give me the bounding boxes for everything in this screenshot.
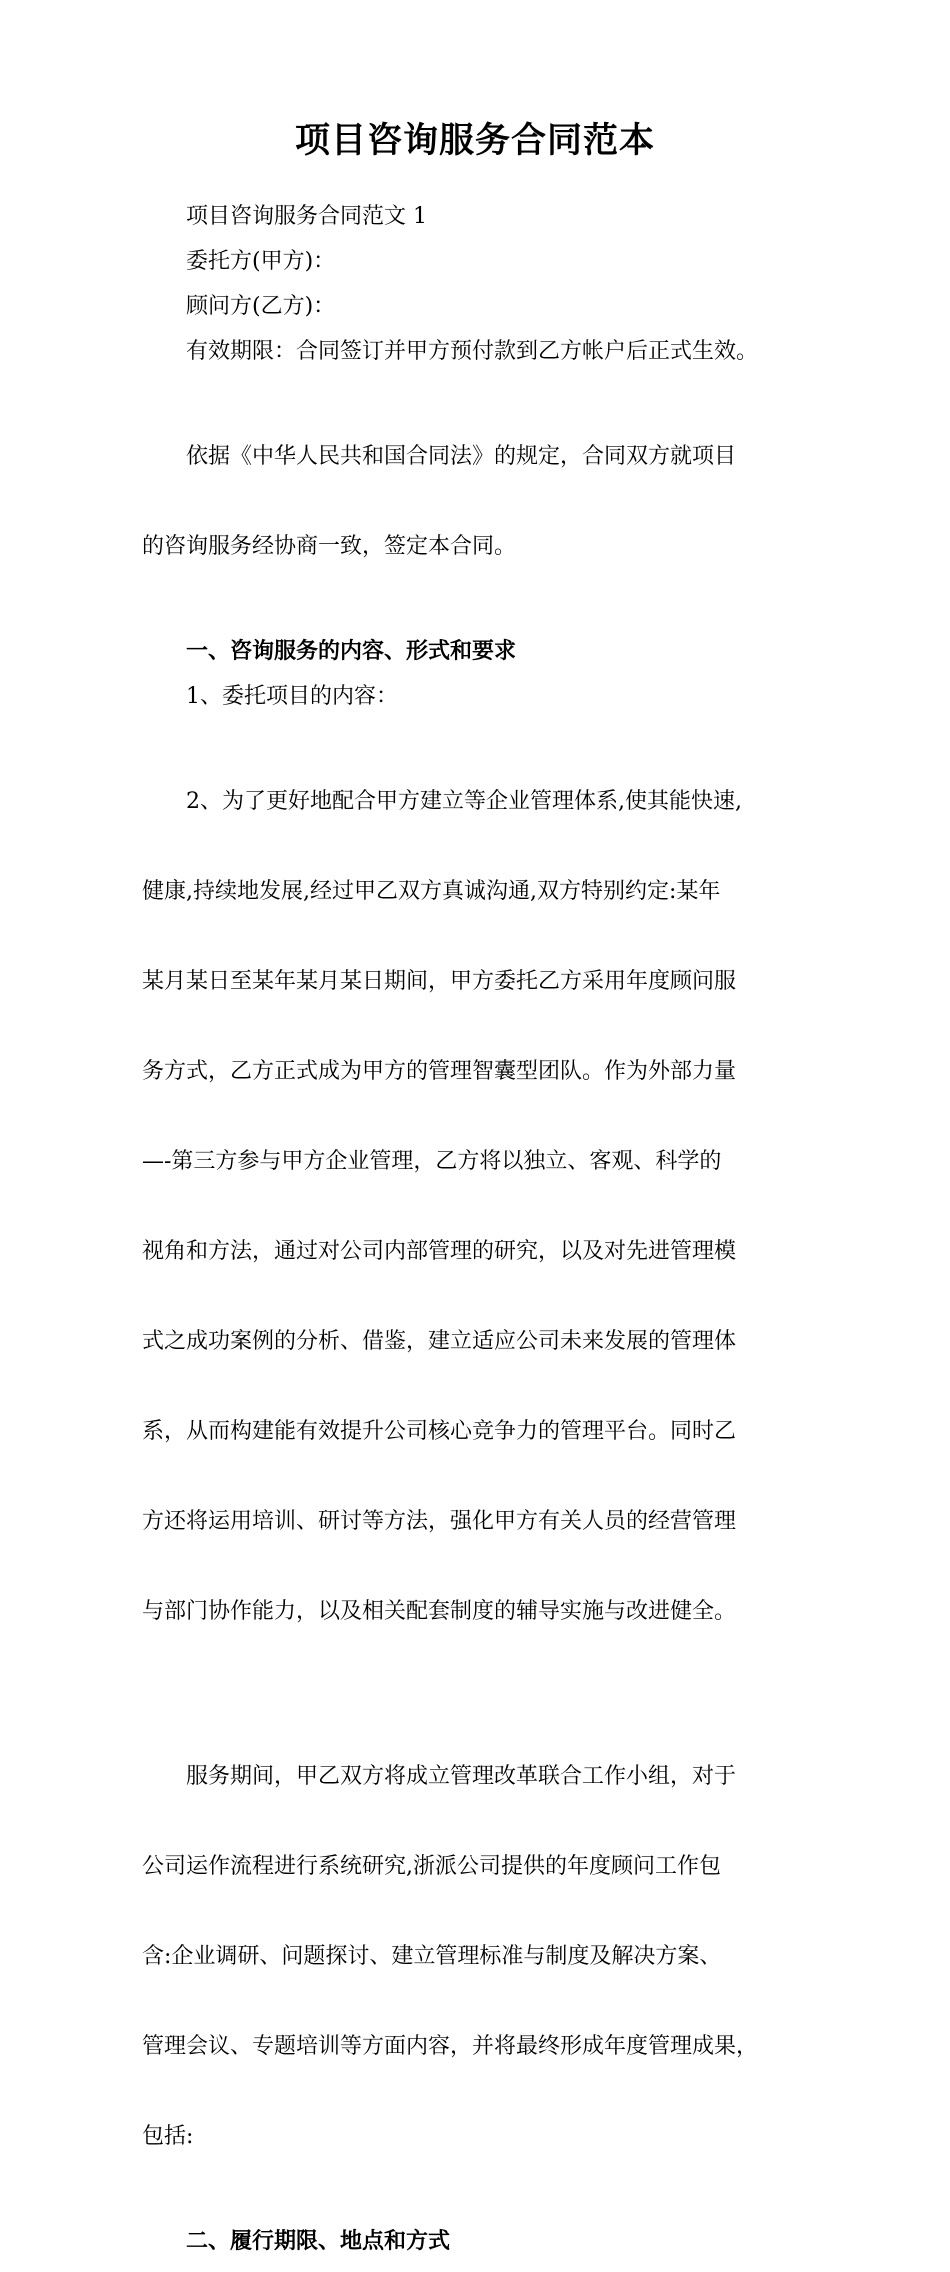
party-b-line: 顾问方(乙方)：: [186, 294, 336, 319]
service-line: 管理会议、专题培训等方面内容，并将最终形成年度管理成果，: [142, 2034, 759, 2059]
item-2-line: —-第三方参与甲方企业管理，乙方将以独立、客观、科学的: [142, 1149, 722, 1174]
validity-line: 有效期限：合同签订并甲方预付款到乙方帐户后正式生效。: [186, 339, 759, 364]
section-2-heading: 二、履行期限、地点和方式: [186, 2229, 451, 2254]
item-1-line: 1、委托项目的内容：: [186, 684, 398, 709]
basis-line: 依据《中华人民共和国合同法》的规定，合同双方就项目: [186, 444, 737, 469]
item-2-line: 健康,持续地发展,经过甲乙双方真诚沟通,双方特别约定:某年: [142, 879, 721, 904]
document-title: 项目咨询服务合同范本: [294, 121, 655, 161]
service-line: 服务期间，甲乙双方将成立管理改革联合工作小组，对于: [186, 1764, 737, 1789]
item-2-line: 方还将运用培训、研讨等方法，强化甲方有关人员的经营管理: [142, 1509, 737, 1534]
service-line: 含:企业调研、问题探讨、建立管理标准与制度及解决方案、: [142, 1944, 722, 1969]
item-2-line: 与部门协作能力，以及相关配套制度的辅导实施与改进健全。: [142, 1599, 737, 1624]
item-2-line: 某月某日至某年某月某日期间，甲方委托乙方采用年度顾问服: [142, 969, 737, 994]
item-2-line: 2、为了更好地配合甲方建立等企业管理体系,使其能快速,: [186, 789, 742, 814]
contract-subtitle: 项目咨询服务合同范文 1: [186, 204, 427, 229]
item-2-line: 视角和方法，通过对公司内部管理的研究，以及对先进管理模: [142, 1239, 737, 1264]
item-2-line: 系，从而构建能有效提升公司核心竞争力的管理平台。同时乙: [142, 1419, 737, 1444]
basis-line: 的咨询服务经协商一致，签定本合同。: [142, 534, 517, 559]
service-line: 公司运作流程进行系统研究,浙派公司提供的年度顾问工作包: [142, 1854, 721, 1879]
item-2-line: 务方式，乙方正式成为甲方的管理智囊型团队。作为外部力量: [142, 1059, 737, 1084]
service-paragraph: [142, 1702, 822, 2212]
item-2-line: 式之成功案例的分析、借鉴，建立适应公司未来发展的管理体: [142, 1329, 737, 1354]
document-body: [142, 202, 822, 2272]
section-1-heading: 一、咨询服务的内容、形式和要求: [186, 639, 517, 664]
basis-paragraph: [142, 382, 822, 622]
service-line: 包括:: [142, 2124, 194, 2149]
item-2-paragraph: [142, 727, 822, 1687]
party-a-line: 委托方(甲方)：: [186, 249, 336, 274]
